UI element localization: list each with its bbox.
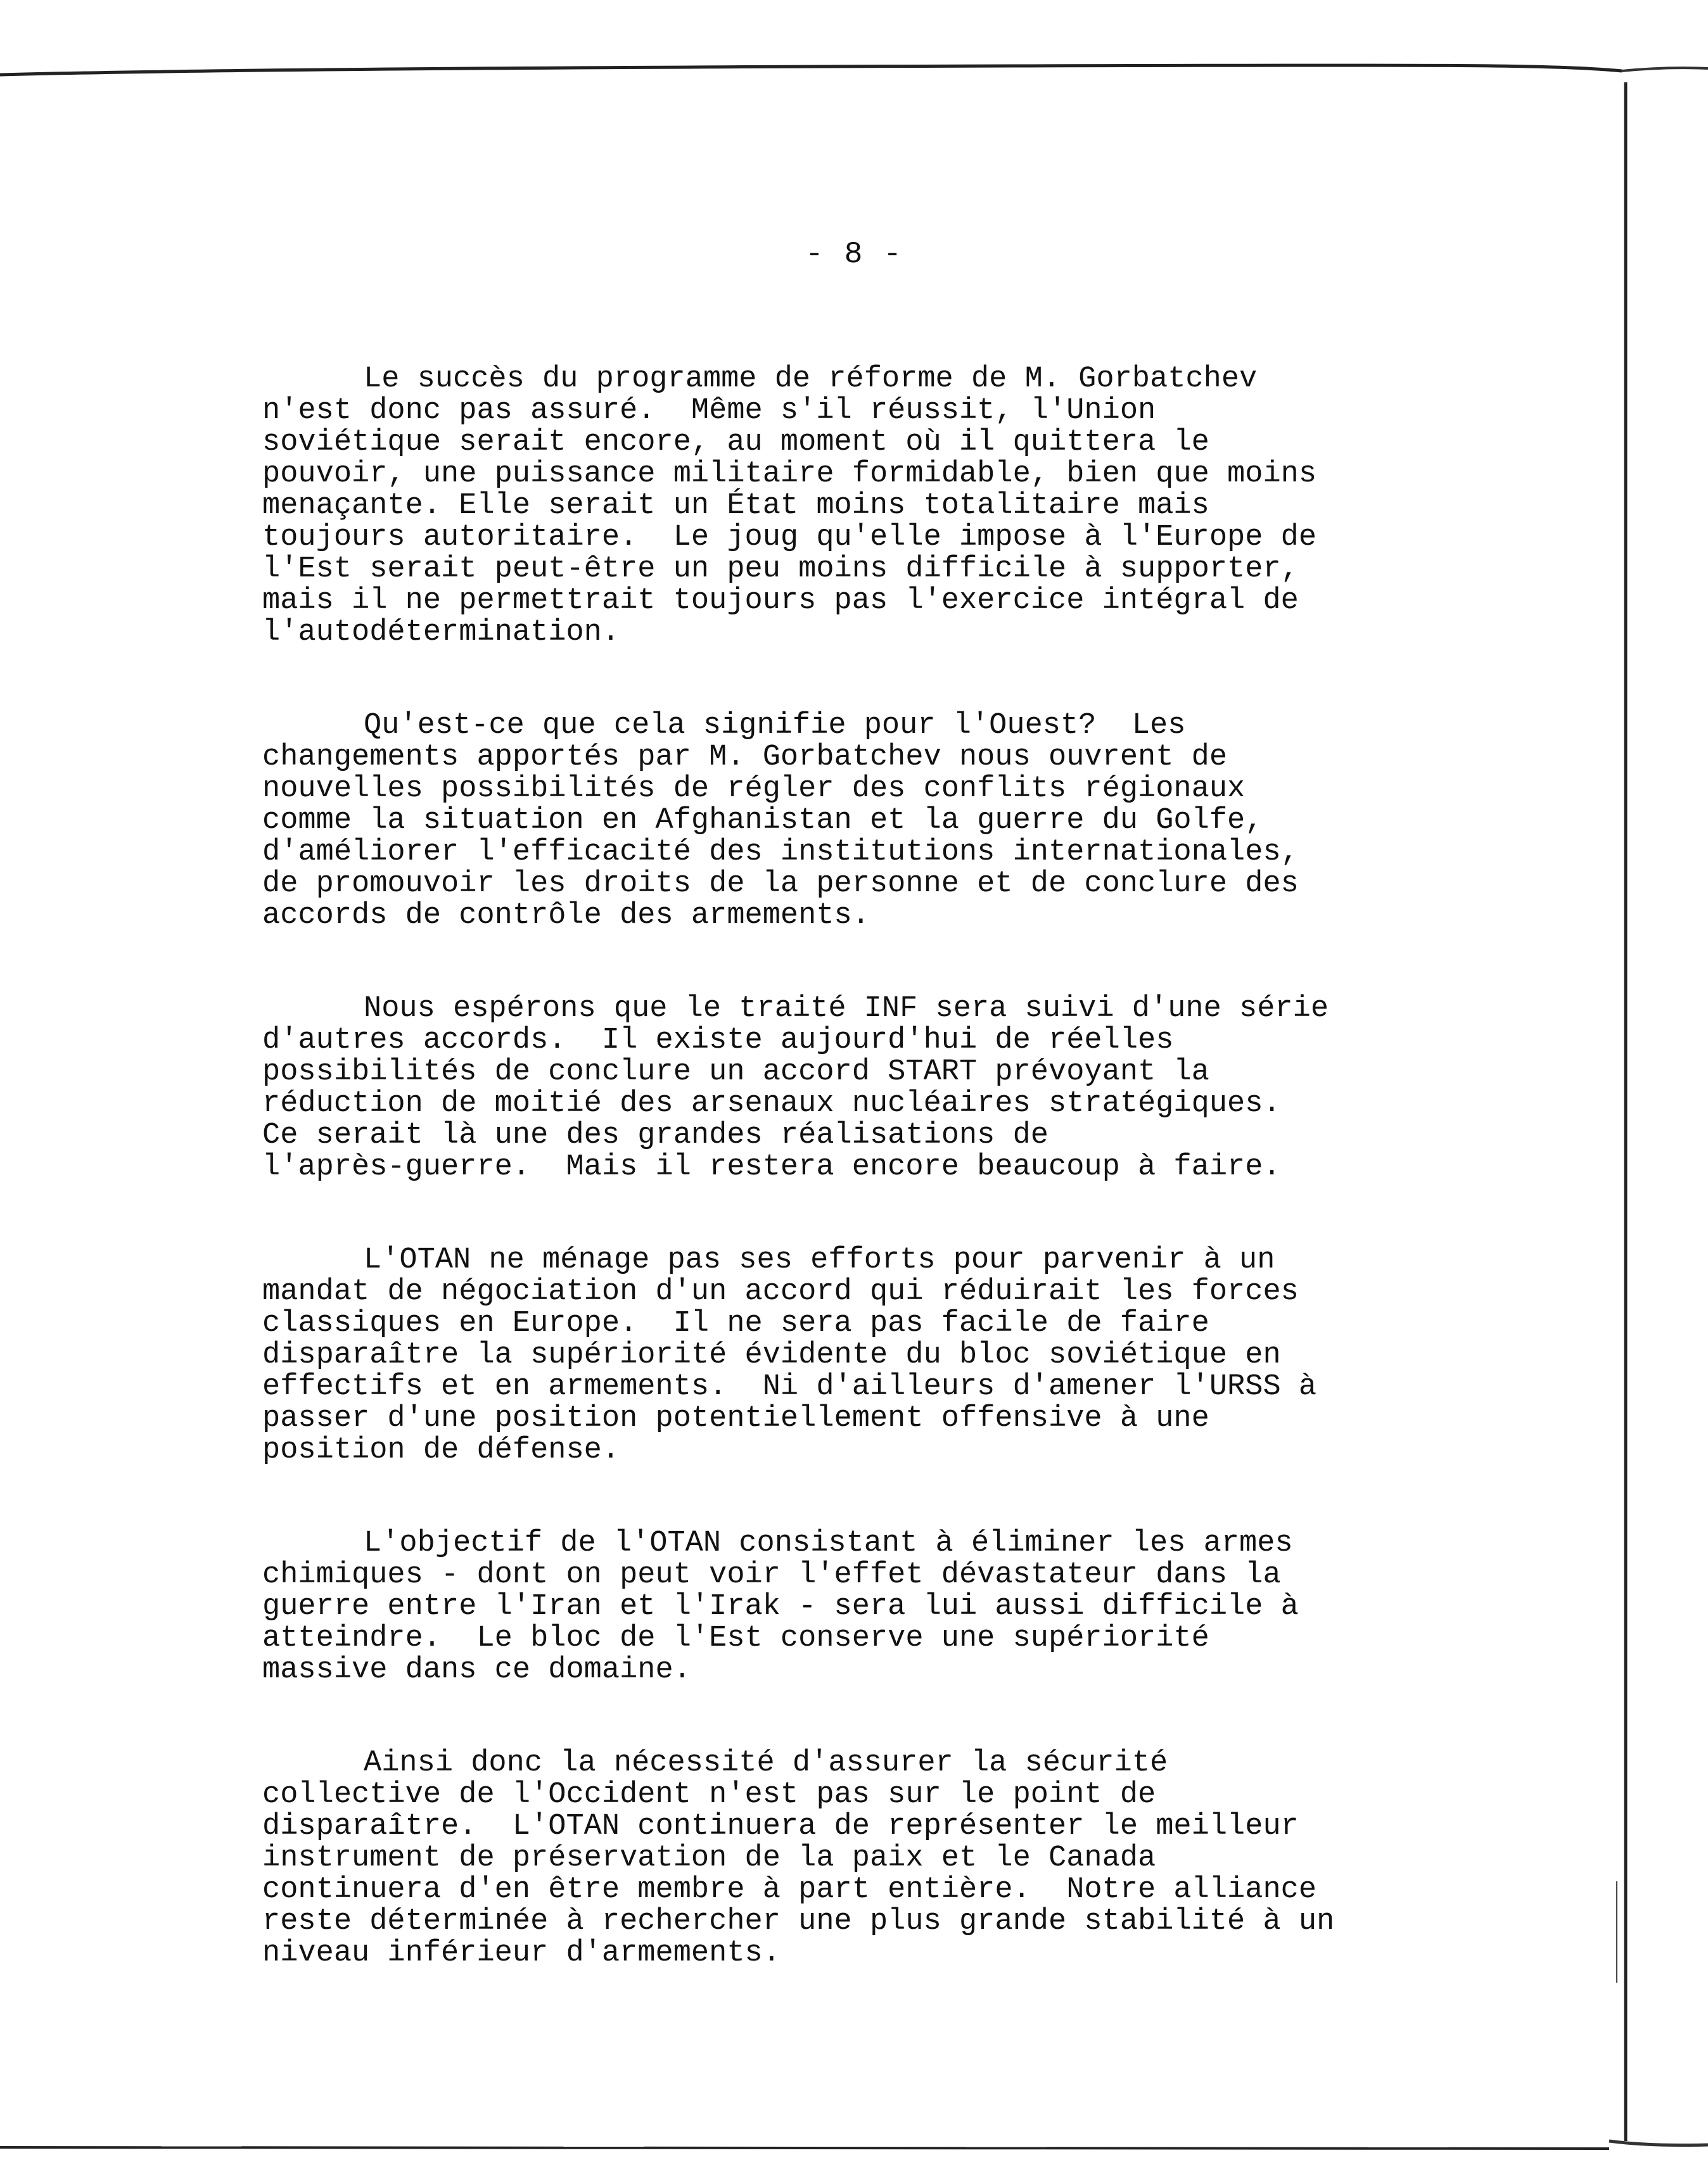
text-line: effectifs et en armements. Ni d'ailleurs d'amener l'URSS à (262, 1370, 1317, 1404)
paragraph (262, 364, 1485, 649)
document-body (262, 364, 1485, 2031)
text-line: passer d'une position potentiellement offensive à une (262, 1402, 1209, 1435)
text-line: de promouvoir les droits de la personne et de conclure des (262, 867, 1299, 901)
text-line: pouvoir, une puissance militaire formidable, bien que moins (262, 457, 1317, 491)
text-line: disparaître la supériorité évidente du bloc soviétique en (262, 1338, 1281, 1372)
text-line: n'est donc pas assuré. Même s'il réussit, l'Union (262, 394, 1156, 428)
text-line: reste déterminée à rechercher une plus grande stabilité à un (262, 1905, 1335, 1938)
text-line: comme la situation en Afghanistan et la guerre du Golfe, (262, 804, 1263, 837)
text-line: instrument de préservation de la paix et le Canada (262, 1841, 1156, 1875)
text-line: Ainsi donc la nécessité d'assurer la sécurité (364, 1746, 1168, 1780)
scan-edge-top (0, 61, 1708, 80)
text-line: l'autodétermination. (262, 616, 620, 649)
text-line: continuera d'en être membre à part entière. Notre alliance (262, 1873, 1317, 1907)
text-line: soviétique serait encore, au moment où il quittera le (262, 426, 1209, 459)
text-line: réduction de moitié des arsenaux nucléaires stratégiques. (262, 1087, 1281, 1121)
text-line: d'autres accords. Il existe aujourd'hui de réelles (262, 1024, 1174, 1057)
text-line: disparaître. L'OTAN continuera de représenter le meilleur (262, 1810, 1299, 1843)
paragraph (262, 710, 1485, 932)
paragraph (262, 1245, 1485, 1466)
text-line: d'améliorer l'efficacité des institutions internationales, (262, 836, 1299, 869)
text-line: atteindre. Le bloc de l'Est conserve une supériorité (262, 1622, 1209, 1655)
paragraph (262, 993, 1485, 1183)
text-line: mais il ne permettrait toujours pas l'exercice intégral de (262, 584, 1299, 618)
text-line: classiques en Europe. Il ne sera pas facile de faire (262, 1307, 1209, 1340)
text-line: menaçante. Elle serait un État moins totalitaire mais (262, 489, 1209, 523)
text-line: l'Est serait peut-être un peu moins difficile à supporter, (262, 552, 1299, 586)
text-line: Qu'est-ce que cela signifie pour l'Ouest? Les (364, 709, 1186, 742)
text-line: Ce serait là une des grandes réalisations de (262, 1119, 1049, 1152)
text-line: massive dans ce domaine. (262, 1653, 691, 1687)
text-line: l'après-guerre. Mais il restera encore beaucoup à faire. (262, 1150, 1281, 1184)
text-line: L'OTAN ne ménage pas ses efforts pour parvenir à un (364, 1243, 1275, 1277)
text-line: collective de l'Occident n'est pas sur le point de (262, 1778, 1156, 1812)
page-number: - 8 - (805, 238, 903, 272)
text-line: possibilités de conclure un accord START prévoyant la (262, 1055, 1209, 1089)
text-line: Le succès du programme de réforme de M. Gorbatchev (364, 362, 1258, 396)
paragraph (262, 1528, 1485, 1686)
scan-edge-right (1609, 76, 1647, 2167)
paragraph (262, 1748, 1485, 1969)
text-line: Nous espérons que le traité INF sera suivi d'une série (364, 992, 1329, 1026)
text-line: L'objectif de l'OTAN consistant à éliminer les armes (364, 1527, 1293, 1560)
text-line: mandat de négociation d'un accord qui réduirait les forces (262, 1275, 1299, 1309)
text-line: niveau inférieur d'armements. (262, 1936, 781, 1970)
text-line: toujours autoritaire. Le joug qu'elle impose à l'Europe de (262, 521, 1317, 554)
text-line: nouvelles possibilités de régler des conflits régionaux (262, 772, 1246, 806)
text-line: position de défense. (262, 1433, 620, 1467)
text-line: guerre entre l'Iran et l'Irak - sera lui aussi difficile à (262, 1590, 1299, 1624)
text-line: accords de contrôle des armements. (262, 899, 870, 932)
text-line: chimiques - dont on peut voir l'effet dévastateur dans la (262, 1558, 1281, 1592)
text-line: changements apportés par M. Gorbatchev nous ouvrent de (262, 740, 1228, 774)
scan-edge-bottom (0, 2128, 1708, 2167)
